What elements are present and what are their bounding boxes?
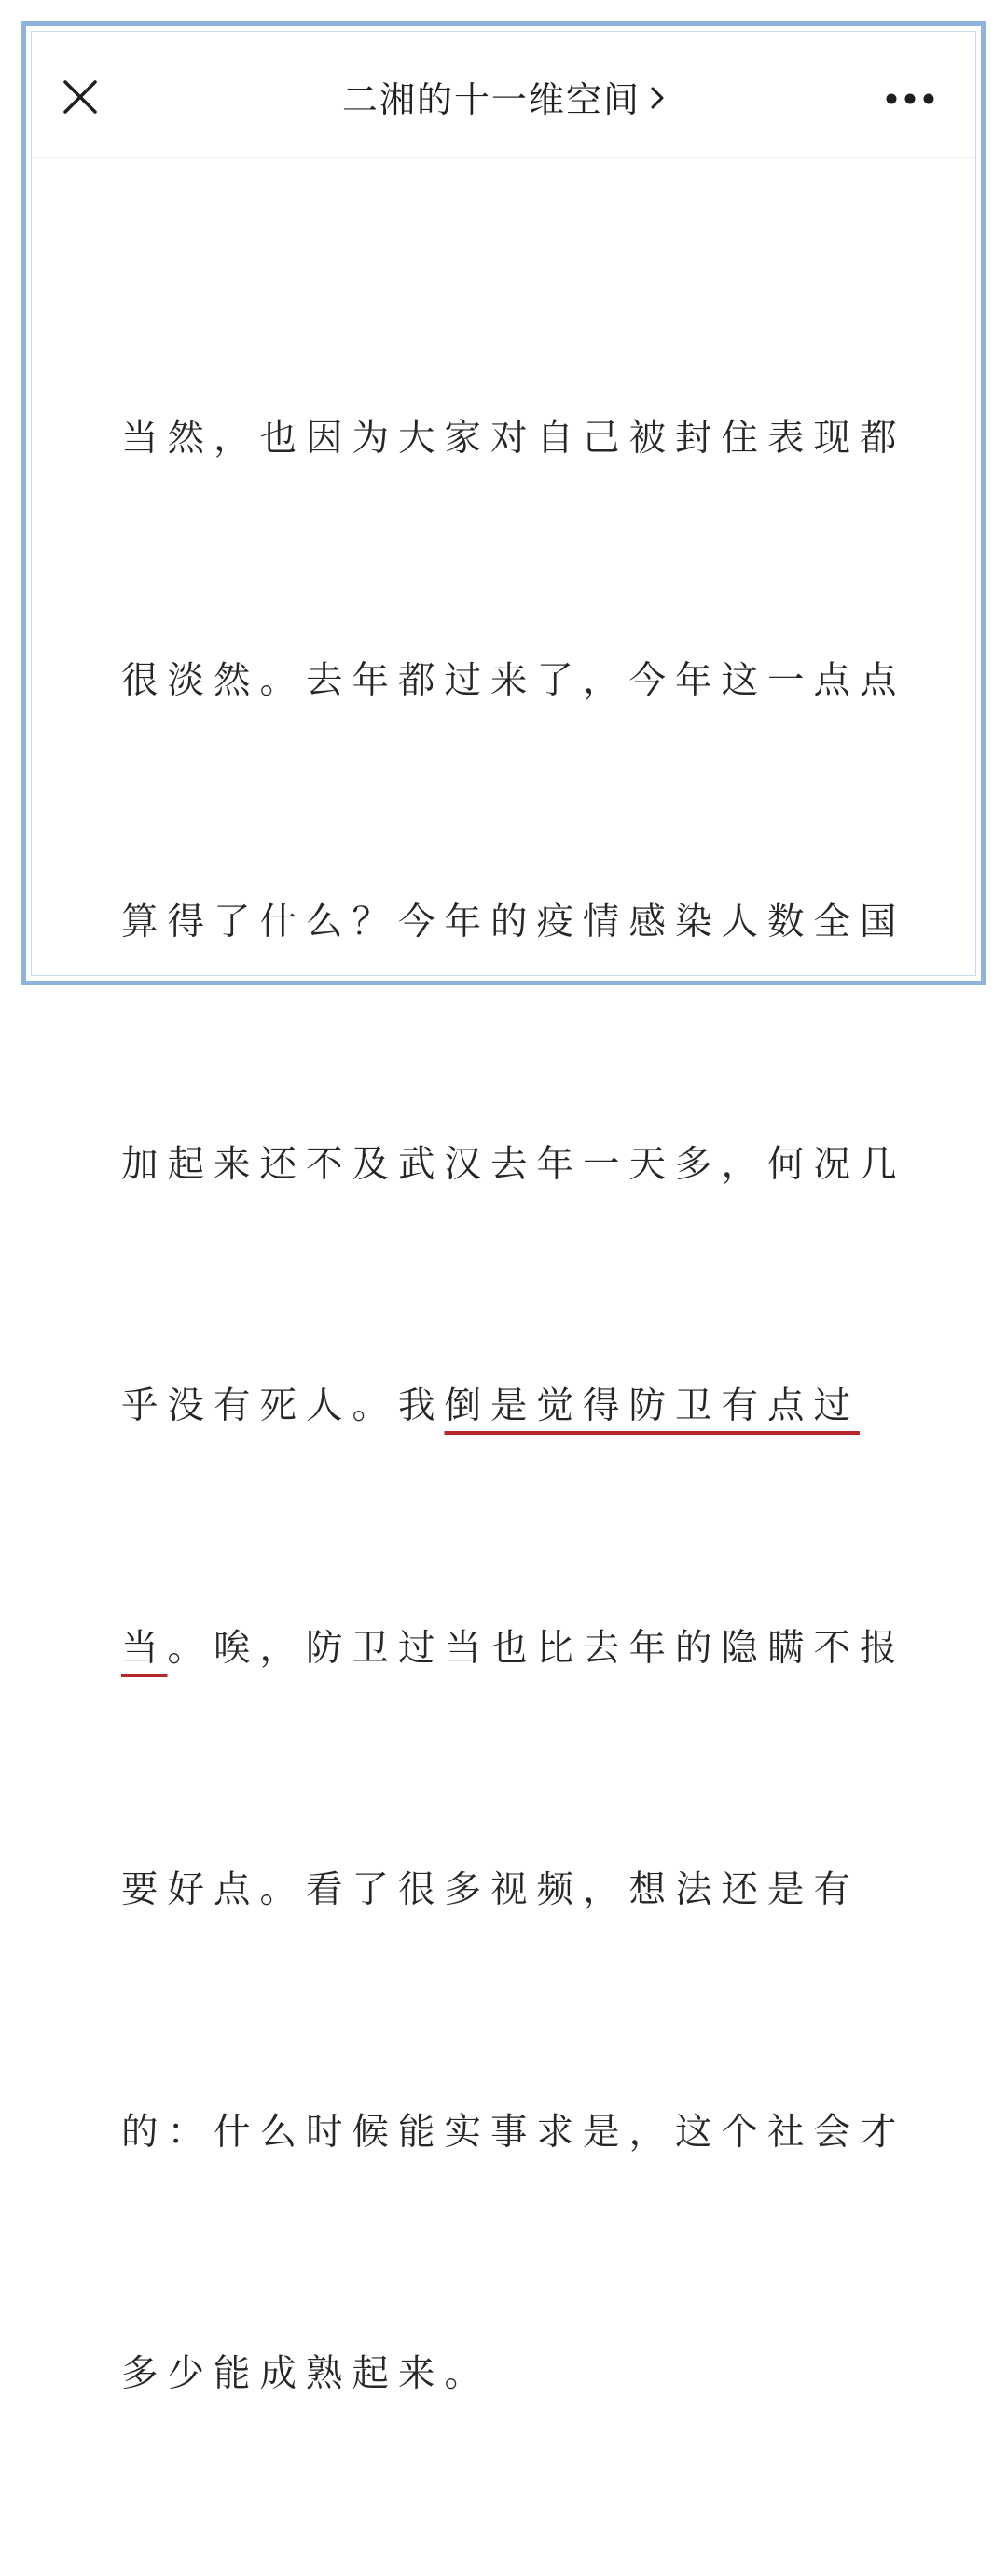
account-name-link[interactable] bbox=[342, 79, 665, 120]
article-line bbox=[121, 1608, 904, 1689]
more-horizontal-icon bbox=[882, 88, 938, 110]
article-line: 多少能成熟起来。 bbox=[121, 2352, 490, 2395]
page-container bbox=[31, 31, 976, 2395]
article-body bbox=[121, 237, 904, 2576]
article-line: 很淡然。去年都过来了，今年这一点点 bbox=[121, 658, 906, 702]
account-name[interactable]: 二湘的十一维空间 bbox=[341, 79, 641, 120]
underlined-highlight: 倒是觉得防卫有点过 bbox=[444, 1384, 860, 1427]
article-line: 加起来还不及武汉去年一天多，何况几 bbox=[121, 1142, 906, 1186]
article-line: 算得了什么？今年的疫情感染人数全国 bbox=[121, 901, 906, 944]
article-line: 要好点。看了很多视频，想法还是有 bbox=[121, 1868, 860, 1911]
account-title-row bbox=[32, 75, 975, 123]
article-line bbox=[121, 1366, 904, 1447]
underlined-highlight: 当 bbox=[121, 1626, 168, 1670]
article-text-segment: 乎没有死人。我 bbox=[121, 1384, 445, 1427]
screenshot-frame bbox=[21, 21, 986, 2395]
top-nav-bar bbox=[32, 32, 975, 158]
chevron-right-icon[interactable] bbox=[650, 75, 665, 121]
article-line: 的：什么时候能实事求是，这个社会才 bbox=[121, 2110, 906, 2154]
article-line: 当然，也因为大家对自己被封住表现都 bbox=[121, 417, 906, 460]
article-text-segment: 。唉，防卫过当也比去年的隐瞒不报 bbox=[167, 1626, 906, 1670]
more-button[interactable] bbox=[882, 88, 938, 110]
